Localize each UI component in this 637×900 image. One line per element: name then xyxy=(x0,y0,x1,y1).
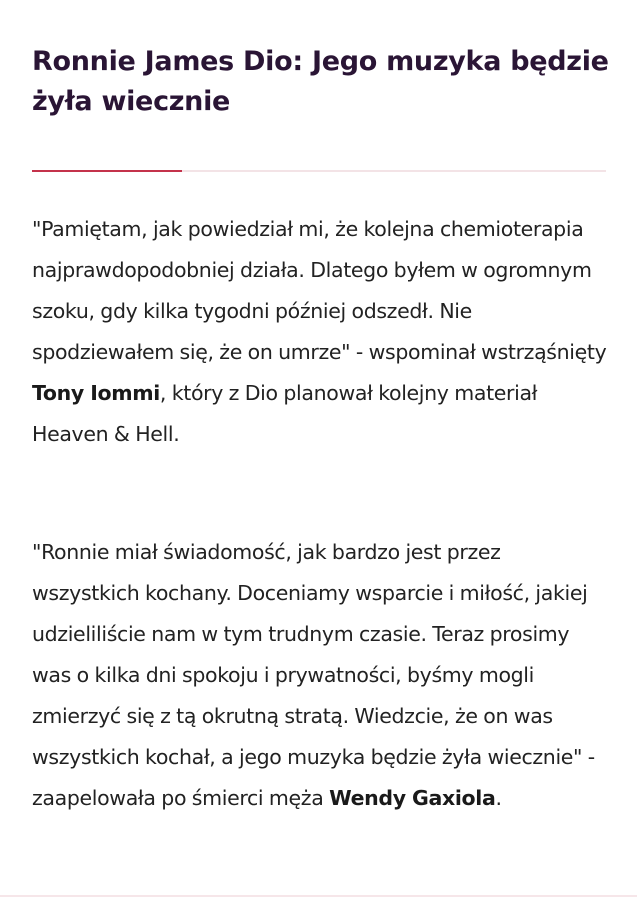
paragraph-quote-iommi xyxy=(32,209,612,455)
paragraph-quote-gaxiola xyxy=(32,532,612,819)
paragraph-text: . xyxy=(495,786,502,810)
divider-accent xyxy=(32,170,182,172)
bottom-divider xyxy=(0,895,637,897)
title-divider xyxy=(32,170,606,172)
person-name-bold: Wendy Gaxiola xyxy=(329,786,496,810)
paragraph-text: , który z Dio planował kolejny materiał Heaven & Hell. xyxy=(32,381,538,446)
article-title: Ronnie James Dio: Jego muzyka będzie żyła wiecznie xyxy=(32,46,609,117)
paragraph-text: "Pamiętam, jak powiedział mi, że kolejna chemioterapia najprawdopodobniej działa. Dlatego byłem w ogromnym szoku, gdy kilka tygodni później odszedł. Nie spodziewałem się, że on umrze" - wspominał wstrząśnięty xyxy=(32,217,607,364)
person-name-bold: Tony Iommi xyxy=(32,381,160,405)
paragraph-text: "Ronnie miał świadomość, jak bardzo jest przez wszystkich kochany. Doceniamy wsparcie i miłość, jakiej udzieliliście nam w tym trudnym czasie. Teraz prosimy was o kilka dni spokoju i prywatności, byśmy mogli zmierzyć się z tą okrutną stratą. Wiedzcie, że on was wszystkich kochał, a jego muzyka będzie żyła wiecznie" - zaapelowała po śmierci męża xyxy=(32,540,595,810)
